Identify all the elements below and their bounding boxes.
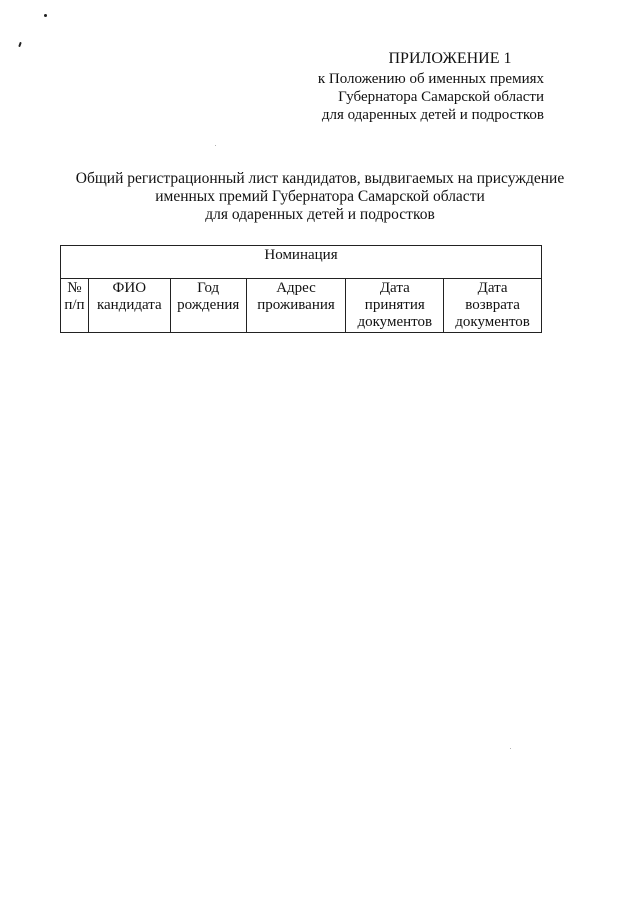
column-header-line: п/п: [64, 297, 85, 313]
nomination-header: Номинация: [61, 246, 542, 279]
title-line: именных премий Губернатора Самарской области: [155, 188, 485, 205]
column-header-line: кандидата: [96, 297, 162, 313]
column-header-birth-year: [170, 279, 246, 333]
column-header-line: Год: [197, 280, 220, 296]
column-header-line: возврата: [465, 297, 520, 313]
scan-speck: [44, 14, 47, 17]
appendix-line: Губернатора Самарской области: [338, 89, 544, 105]
column-header-line: Дата: [379, 280, 410, 296]
column-header-line: документов: [357, 314, 433, 330]
column-header-name: [88, 279, 170, 333]
column-header-address: [246, 279, 346, 333]
column-header-line: ФИО: [112, 280, 147, 296]
appendix-line: к Положению об именных премиях: [317, 71, 544, 87]
column-header-line: документов: [455, 314, 530, 330]
column-header-accept-date: [346, 279, 444, 333]
appendix-line: для одаренных детей и подростков: [321, 107, 544, 123]
table-header-row: [61, 246, 542, 279]
title-line: для одаренных детей и подростков: [205, 206, 435, 223]
scan-speck: [215, 145, 216, 146]
registration-table: [60, 245, 542, 333]
column-header-line: принятия: [364, 297, 425, 313]
column-header-number: [61, 279, 89, 333]
column-header-line: рождения: [177, 297, 240, 313]
scan-speck: [18, 42, 22, 47]
title-line: Общий регистрационный лист кандидатов, выдвигаемых на присуждение: [75, 170, 565, 187]
column-header-line: №: [67, 280, 82, 296]
table-header-row: [61, 279, 542, 333]
appendix-heading: ПРИЛОЖЕНИЕ 1: [388, 50, 512, 67]
column-header-line: Адрес: [276, 280, 316, 296]
document-title: [40, 170, 600, 224]
column-header-return-date: [444, 279, 542, 333]
scan-speck: [510, 748, 511, 749]
appendix-block: [290, 50, 580, 124]
column-header-line: Дата: [477, 280, 508, 296]
column-header-line: проживания: [257, 297, 335, 313]
